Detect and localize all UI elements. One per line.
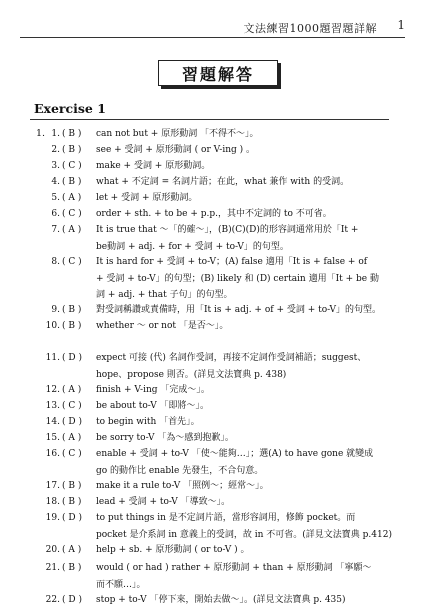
explanation bbox=[96, 494, 396, 511]
explanation-line: 而不願…」。 bbox=[96, 579, 146, 590]
question-number: 14. bbox=[45, 417, 60, 427]
explanation-line: lead + 受詞 + to-V 「導致～」。 bbox=[96, 497, 231, 507]
question-number: 13. bbox=[45, 401, 60, 411]
question-number: 6. bbox=[51, 209, 60, 219]
answer-choice: ( D ) bbox=[62, 595, 82, 605]
answer-item bbox=[0, 560, 425, 592]
page-header bbox=[0, 18, 425, 34]
explanation-line: whether ～ or not 「是否～」。 bbox=[96, 321, 229, 331]
explanation bbox=[96, 350, 396, 383]
answer-item bbox=[0, 126, 425, 142]
answer-choice: ( B ) bbox=[62, 129, 82, 139]
explanation bbox=[96, 174, 396, 191]
explanation-line: order + sth. + to be + p.p.，其中不定詞的 to 不可省。 bbox=[96, 209, 332, 219]
answer-choice: ( A ) bbox=[62, 193, 82, 203]
question-number: 10. bbox=[45, 321, 60, 331]
answer-choice: ( B ) bbox=[62, 177, 82, 187]
explanation-line: expect 可接 (代) 名詞作受詞，再接不定詞作受詞補語；suggest、 bbox=[96, 353, 367, 363]
explanation-line: enable + 受詞 + to-V 「使～能夠…」；選(A) to have gone 就變成 bbox=[96, 449, 374, 459]
question-number: 3. bbox=[51, 161, 60, 171]
answer-item bbox=[0, 542, 425, 558]
explanation bbox=[96, 126, 396, 143]
explanation-line: to put things in 是不定詞片語，當形容詞用，修飾 pocket。而 bbox=[96, 513, 356, 523]
explanation bbox=[96, 158, 396, 175]
section-number: 1. bbox=[36, 128, 46, 139]
explanation bbox=[96, 510, 396, 543]
answer-item bbox=[0, 302, 425, 318]
answer-choice: ( C ) bbox=[62, 161, 82, 171]
answer-item bbox=[0, 318, 425, 334]
answer-item bbox=[0, 494, 425, 510]
answer-choice: ( A ) bbox=[62, 225, 82, 235]
answer-item bbox=[0, 350, 425, 382]
exercise-divider bbox=[30, 119, 389, 120]
question-number: 20. bbox=[45, 545, 60, 555]
answer-choice: ( C ) bbox=[62, 449, 82, 459]
answer-choice: ( C ) bbox=[62, 209, 82, 219]
question-number: 17. bbox=[45, 481, 60, 491]
answer-item bbox=[0, 398, 425, 414]
answer-item bbox=[0, 158, 425, 174]
answer-item bbox=[0, 174, 425, 190]
question-number: 2. bbox=[51, 145, 60, 155]
explanation bbox=[96, 222, 396, 255]
answer-item bbox=[0, 478, 425, 494]
explanation-line: make it a rule to-V 「照例～；經常～」。 bbox=[96, 481, 269, 491]
question-number: 12. bbox=[45, 385, 60, 395]
answer-item bbox=[0, 142, 425, 158]
question-number: 1. bbox=[51, 129, 60, 139]
answer-choice: ( B ) bbox=[62, 563, 82, 573]
answer-item bbox=[0, 592, 425, 608]
explanation bbox=[96, 414, 396, 431]
page-number: 1 bbox=[397, 18, 405, 32]
explanation-line: would ( or had ) rather + 原形動詞 + than + 原形動詞 「寧願～ bbox=[96, 563, 372, 573]
header-divider bbox=[20, 37, 405, 38]
question-number: 22. bbox=[45, 595, 60, 605]
explanation-line: help + sb. + 原形動詞 ( or to-V ) 。 bbox=[96, 545, 250, 555]
explanation-line: pocket 是介系詞 in 意義上的受詞，故 in 不可省。(詳見文法寶典 p.412) bbox=[96, 529, 392, 540]
answer-item bbox=[0, 446, 425, 478]
book-title: 文法練習1000題習題詳解 bbox=[243, 22, 377, 35]
explanation bbox=[96, 430, 396, 447]
explanation-line: see + 受詞 + 原形動詞 ( or V-ing ) 。 bbox=[96, 145, 255, 155]
explanation-line: finish + V-ing 「完成～」。 bbox=[96, 385, 210, 395]
explanation bbox=[96, 382, 396, 399]
explanation-line: be sorry to-V 「為～感到抱歉」。 bbox=[96, 433, 234, 443]
answer-choice: ( D ) bbox=[62, 353, 82, 363]
answer-choice: ( B ) bbox=[62, 321, 82, 331]
answer-choice: ( B ) bbox=[62, 481, 82, 491]
answer-choice: ( C ) bbox=[62, 401, 82, 411]
question-number: 19. bbox=[45, 513, 60, 523]
explanation-line: 對受詞稱讚或責備時，用「It is + adj. + of + 受詞 + to-V」的句型。 bbox=[96, 305, 382, 315]
answer-choice: ( A ) bbox=[62, 545, 82, 555]
question-number: 4. bbox=[51, 177, 60, 187]
answer-item bbox=[0, 430, 425, 446]
exercise-title: Exercise 1 bbox=[34, 101, 106, 116]
answer-choice: ( B ) bbox=[62, 497, 82, 507]
explanation-line: make + 受詞 + 原形動詞。 bbox=[96, 161, 211, 171]
explanation bbox=[96, 478, 396, 495]
answer-item bbox=[0, 254, 425, 302]
explanation-line: be about to-V 「即將～」。 bbox=[96, 401, 210, 411]
answer-item bbox=[0, 510, 425, 542]
answer-item bbox=[0, 206, 425, 222]
answer-choice: ( C ) bbox=[62, 257, 82, 267]
explanation-line: stop + to-V 「停下來，開始去做～」。(詳見文法寶典 p. 435) bbox=[96, 595, 346, 605]
explanation bbox=[96, 318, 396, 335]
answer-item bbox=[0, 414, 425, 430]
answer-item bbox=[0, 222, 425, 254]
explanation bbox=[96, 446, 396, 479]
explanation-line: to begin with 「首先」。 bbox=[96, 417, 200, 427]
explanation bbox=[96, 142, 396, 159]
question-number: 18. bbox=[45, 497, 60, 507]
explanation-line: 詞 + adj. + that 子句」的句型。 bbox=[96, 290, 233, 300]
explanation-line: It is true that ～「的確～」，(B)(C)(D)的形容詞通常用於「It + bbox=[96, 225, 359, 235]
explanation-line: be動詞 + adj. + for + 受詞 + to-V」的句型。 bbox=[96, 241, 289, 252]
answer-item bbox=[0, 190, 425, 206]
explanation bbox=[96, 398, 396, 415]
explanation-line: go 的動作比 enable 先發生，不合句意。 bbox=[96, 465, 264, 476]
answer-choice: ( B ) bbox=[62, 145, 82, 155]
explanation-line: hope、propose 則否。(詳見文法寶典 p. 438) bbox=[96, 369, 287, 380]
question-number: 21. bbox=[45, 563, 60, 573]
question-number: 9. bbox=[51, 305, 60, 315]
explanation bbox=[96, 206, 396, 223]
explanation bbox=[96, 302, 396, 319]
answer-choice: ( D ) bbox=[62, 513, 82, 523]
explanation bbox=[96, 190, 396, 207]
section-title: 習題解答 bbox=[158, 60, 278, 86]
explanation bbox=[96, 592, 396, 609]
explanation-line: It is hard for + 受詞 + to-V；(A) false 適用「It is + false + of bbox=[96, 257, 368, 267]
answer-choice: ( D ) bbox=[62, 417, 82, 427]
explanation-line: let + 受詞 + 原形動詞。 bbox=[96, 193, 198, 203]
question-number: 8. bbox=[51, 257, 60, 267]
explanation bbox=[96, 542, 396, 559]
question-number: 11. bbox=[45, 353, 60, 363]
explanation-line: + 受詞 + to-V」的句型；(B) likely 和 (D) certain 適用「It + be 動 bbox=[96, 273, 379, 284]
explanation-line: what + 不定詞 = 名詞片語；在此，what 兼作 with 的受詞。 bbox=[96, 177, 350, 187]
question-number: 7. bbox=[51, 225, 60, 235]
answer-choice: ( A ) bbox=[62, 385, 82, 395]
explanation bbox=[96, 254, 396, 304]
explanation-line: can not but + 原形動詞 「不得不～」。 bbox=[96, 129, 259, 139]
question-number: 15. bbox=[45, 433, 60, 443]
explanation bbox=[96, 560, 396, 593]
answer-item bbox=[0, 382, 425, 398]
question-number: 5. bbox=[51, 193, 60, 203]
answer-choice: ( B ) bbox=[62, 305, 82, 315]
question-number: 16. bbox=[45, 449, 60, 459]
answer-choice: ( A ) bbox=[62, 433, 82, 443]
